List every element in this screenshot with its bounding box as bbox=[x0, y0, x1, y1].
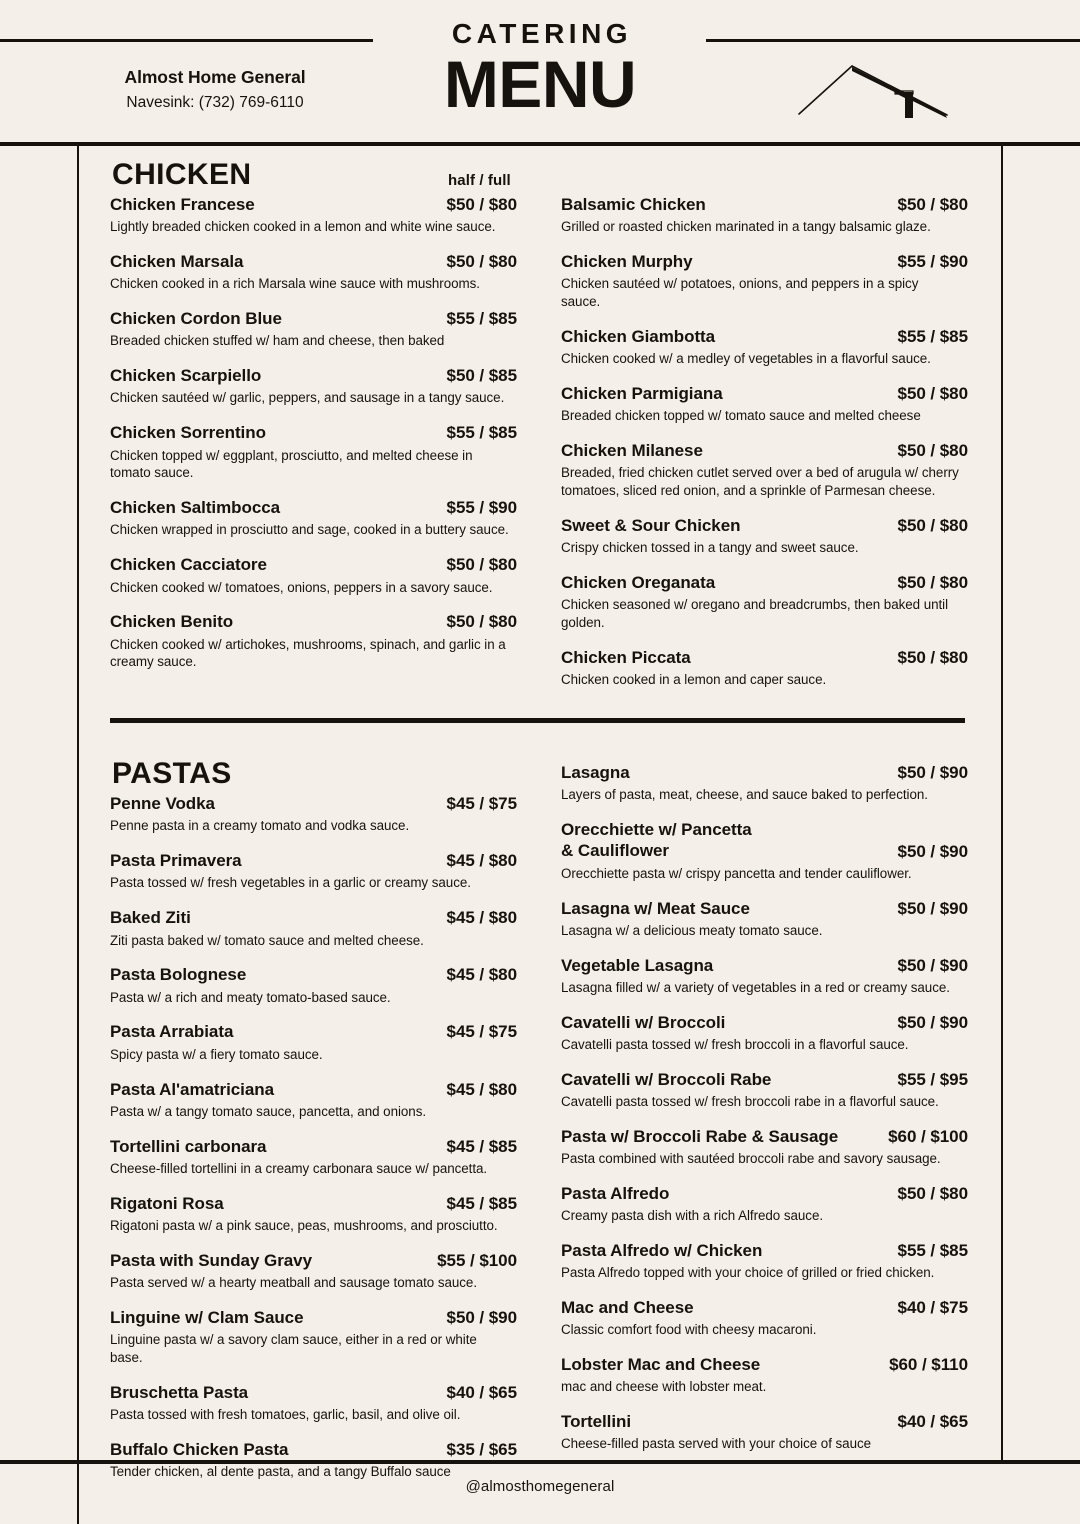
menu-item-price: $45 / $80 bbox=[446, 965, 517, 985]
menu-item-head bbox=[110, 1079, 517, 1100]
menu-item-description: Pasta w/ a rich and meaty tomato-based sauce. bbox=[110, 989, 391, 1005]
menu-item-price: $60 / $100 bbox=[888, 1126, 968, 1146]
menu-item-name: Chicken Marsala bbox=[110, 252, 244, 272]
menu-item-head bbox=[561, 819, 968, 862]
menu-item-price: $40 / $65 bbox=[446, 1382, 517, 1402]
menu-item-name: Pasta Alfredo w/ Chicken bbox=[561, 1240, 763, 1260]
menu-item bbox=[561, 762, 968, 804]
menu-item-name: Chicken Cordon Blue bbox=[110, 309, 282, 329]
menu-item-price: $50 / $90 bbox=[897, 898, 968, 918]
menu-item bbox=[110, 611, 517, 671]
menu-item bbox=[561, 819, 968, 882]
menu-item-price: $45 / $75 bbox=[446, 794, 517, 814]
menu-item-price: $45 / $80 bbox=[446, 851, 517, 871]
menu-item-price: $55 / $85 bbox=[897, 1240, 968, 1260]
menu-item-name: Balsamic Chicken bbox=[561, 195, 706, 214]
menu-item-name: Penne Vodka bbox=[110, 794, 215, 814]
menu-item-price: $45 / $80 bbox=[446, 1079, 517, 1099]
menu-item bbox=[561, 1354, 968, 1396]
menu-item-head bbox=[561, 762, 968, 783]
menu-item-head bbox=[110, 1250, 517, 1271]
frame-left-vertical-rule bbox=[77, 142, 79, 1524]
menu-item-description: Chicken sautéed w/ potatoes, onions, and peppers in a spicy sauce. bbox=[561, 276, 919, 310]
menu-item-price: $55 / $100 bbox=[437, 1250, 517, 1270]
menu-item-head bbox=[110, 907, 517, 928]
menu-item-description: Cavatelli pasta tossed w/ fresh broccoli rabe in a flavorful sauce. bbox=[561, 1094, 939, 1109]
menu-item bbox=[561, 898, 968, 940]
menu-item bbox=[110, 194, 517, 236]
menu-item bbox=[561, 1012, 968, 1054]
menu-item-description: Spicy pasta w/ a fiery tomato sauce. bbox=[110, 1046, 323, 1062]
menu-item-name: Lasagna w/ Meat Sauce bbox=[561, 898, 750, 918]
menu-item-head bbox=[110, 1382, 517, 1403]
menu-item-description: Chicken cooked w/ artichokes, mushrooms, spinach, and garlic in a creamy sauce. bbox=[110, 636, 506, 670]
menu-item bbox=[110, 1193, 517, 1235]
menu-item bbox=[110, 497, 517, 539]
menu-item-head bbox=[561, 1411, 968, 1432]
menu-item-name: Buffalo Chicken Pasta bbox=[110, 1439, 289, 1459]
menu-item-head bbox=[561, 1012, 968, 1033]
menu-item-name: Tortellini bbox=[561, 1412, 632, 1432]
menu-item-head bbox=[561, 251, 968, 272]
menu-item-price: $50 / $80 bbox=[897, 384, 968, 404]
menu-item-price: $50 / $90 bbox=[897, 955, 968, 975]
menu-item-name: Chicken Scarpiello bbox=[110, 366, 262, 386]
menu-item bbox=[110, 1250, 517, 1292]
menu-item bbox=[561, 647, 968, 689]
menu-item-price: $50 / $90 bbox=[897, 763, 968, 783]
portion-label: half / full bbox=[448, 172, 511, 189]
menu-item bbox=[110, 1439, 517, 1481]
menu-item-price: $50 / $80 bbox=[897, 573, 968, 593]
menu-item-price: $45 / $85 bbox=[446, 1193, 517, 1213]
menu-item-description: Lasagna w/ a delicious meaty tomato sauce. bbox=[561, 922, 823, 938]
menu-item-description: Lasagna filled w/ a variety of vegetables in a red or creamy sauce. bbox=[561, 979, 950, 995]
chicken-section-header bbox=[110, 146, 968, 194]
menu-item-head bbox=[110, 308, 517, 329]
menu-item-description: Rigatoni pasta w/ a pink sauce, peas, mushrooms, and prosciutto. bbox=[110, 1217, 498, 1233]
menu-item bbox=[110, 1307, 517, 1367]
menu-item-price: $55 / $90 bbox=[446, 498, 517, 518]
menu-item-description: Chicken cooked in a rich Marsala wine sauce with mushrooms. bbox=[110, 276, 480, 292]
menu-item bbox=[561, 1411, 968, 1453]
menu-content bbox=[110, 146, 968, 1496]
menu-item-name: Cavatelli w/ Broccoli Rabe bbox=[561, 1069, 772, 1089]
menu-item-head bbox=[110, 1307, 517, 1328]
menu-item-description: Penne pasta in a creamy tomato and vodka sauce. bbox=[110, 818, 410, 834]
menu-item bbox=[561, 1240, 968, 1282]
menu-item-description: Breaded chicken stuffed w/ ham and cheese, then baked bbox=[110, 333, 445, 349]
menu-item-description: Chicken seasoned w/ oregano and breadcrumbs, then baked until golden. bbox=[561, 597, 949, 631]
menu-item-description: Chicken cooked in a lemon and caper sauce. bbox=[561, 672, 827, 688]
menu-item bbox=[110, 365, 517, 407]
menu-item-description: Grilled or roasted chicken marinated in a tangy balsamic glaze. bbox=[561, 219, 931, 235]
pastas-column-left bbox=[110, 745, 517, 1496]
menu-item bbox=[561, 1297, 968, 1339]
section-title-chicken: CHICKEN bbox=[112, 158, 252, 191]
menu-item-description: Pasta tossed w/ fresh vegetables in a garlic or creamy sauce. bbox=[110, 875, 471, 891]
menu-item bbox=[110, 907, 517, 949]
roof-house-icon bbox=[795, 58, 960, 120]
menu-item-price: $50 / $90 bbox=[897, 1012, 968, 1032]
menu-item-name: Bruschetta Pasta bbox=[110, 1382, 249, 1402]
menu-item-price: $50 / $80 bbox=[897, 441, 968, 461]
menu-item-price: $55 / $85 bbox=[897, 326, 968, 346]
menu-item-name: Chicken Cacciatore bbox=[110, 555, 267, 575]
menu-item-head bbox=[110, 365, 517, 386]
menu-item-price: $50 / $80 bbox=[446, 195, 517, 214]
menu-item-description: Chicken topped w/ eggplant, prosciutto, and melted cheese in tomato sauce. bbox=[110, 447, 473, 481]
menu-item-name: Rigatoni Rosa bbox=[110, 1193, 224, 1213]
menu-item bbox=[110, 251, 517, 293]
menu-item-description: Chicken sautéed w/ garlic, peppers, and sausage in a tangy sauce. bbox=[110, 390, 505, 406]
menu-item-price: $50 / $80 bbox=[897, 648, 968, 668]
menu-item bbox=[110, 422, 517, 482]
menu-item-description: Creamy pasta dish with a rich Alfredo sauce. bbox=[561, 1208, 824, 1224]
section-pastas bbox=[110, 745, 968, 1496]
menu-item-description: Pasta combined with sautéed broccoli rabe and savory sausage. bbox=[561, 1151, 941, 1167]
menu-item bbox=[110, 1136, 517, 1178]
menu-item-head bbox=[110, 422, 517, 443]
menu-item-head bbox=[561, 1126, 968, 1147]
menu-item-price: $60 / $110 bbox=[889, 1355, 968, 1375]
menu-item-description: Chicken cooked w/ a medley of vegetables in a flavorful sauce. bbox=[561, 351, 931, 367]
menu-item-head bbox=[110, 793, 517, 814]
chicken-columns bbox=[110, 194, 968, 704]
menu-item-head bbox=[561, 898, 968, 919]
frame-right-vertical-rule bbox=[1001, 142, 1003, 1464]
menu-item-description: Pasta w/ a tangy tomato sauce, pancetta, and onions. bbox=[110, 1103, 427, 1119]
menu-item-head bbox=[561, 326, 968, 347]
menu-item-price: $50 / $80 bbox=[897, 516, 968, 536]
menu-item-name: Lobster Mac and Cheese bbox=[561, 1355, 761, 1375]
menu-item bbox=[110, 554, 517, 596]
menu-item-name: Pasta Bolognese bbox=[110, 965, 247, 985]
menu-item-description: Breaded chicken topped w/ tomato sauce and melted cheese bbox=[561, 408, 921, 424]
menu-item-name: Chicken Piccata bbox=[561, 648, 691, 668]
menu-item-head bbox=[110, 554, 517, 575]
menu-item-name: Chicken Murphy bbox=[561, 252, 693, 272]
menu-item-description: Lightly breaded chicken cooked in a lemon and white wine sauce. bbox=[110, 219, 496, 235]
menu-item-price: $50 / $80 bbox=[446, 252, 517, 272]
menu-item-head bbox=[110, 850, 517, 871]
menu-item-name: Orecchiette w/ Pancetta & Cauliflower bbox=[561, 820, 752, 861]
header-rule-left bbox=[0, 39, 373, 42]
menu-item-name: Pasta Al'amatriciana bbox=[110, 1079, 274, 1099]
menu-item-head bbox=[110, 1136, 517, 1157]
page-footer bbox=[0, 1478, 1080, 1495]
menu-item-description: Pasta tossed with fresh tomatoes, garlic, basil, and olive oil. bbox=[110, 1406, 461, 1422]
menu-item-name: Baked Ziti bbox=[110, 908, 191, 928]
menu-item-price: $40 / $65 bbox=[897, 1412, 968, 1432]
menu-item-price: $45 / $85 bbox=[446, 1136, 517, 1156]
menu-item-head bbox=[110, 1193, 517, 1214]
menu-item-name: Chicken Giambotta bbox=[561, 326, 716, 346]
menu-item-head bbox=[561, 1297, 968, 1318]
menu-item-description: Tender chicken, al dente pasta, and a tangy Buffalo sauce bbox=[110, 1464, 451, 1480]
menu-item-description: Ziti pasta baked w/ tomato sauce and melted cheese. bbox=[110, 932, 424, 948]
menu-item-price: $50 / $90 bbox=[897, 841, 968, 861]
menu-item bbox=[561, 440, 968, 500]
menu-item bbox=[110, 964, 517, 1006]
menu-item bbox=[561, 194, 968, 236]
menu-title-block bbox=[370, 18, 710, 121]
menu-item-head bbox=[561, 1240, 968, 1261]
menu-item-head bbox=[110, 611, 517, 632]
menu-item-price: $50 / $80 bbox=[446, 555, 517, 575]
menu-item-name: Chicken Saltimbocca bbox=[110, 498, 281, 518]
menu-item-name: Mac and Cheese bbox=[561, 1298, 694, 1318]
menu-item-head bbox=[561, 515, 968, 536]
social-handle: @almosthomegeneral bbox=[465, 1478, 615, 1495]
menu-item bbox=[110, 793, 517, 835]
menu-item-price: $50 / $90 bbox=[446, 1307, 517, 1327]
header-rule-right bbox=[706, 39, 1080, 42]
menu-item-head bbox=[110, 497, 517, 518]
menu-item-name: Chicken Oreganata bbox=[561, 573, 716, 593]
title-catering: CATERING bbox=[451, 18, 633, 49]
chicken-column-right bbox=[561, 194, 968, 704]
brand-name: Almost Home General bbox=[124, 67, 306, 87]
menu-item-price: $55 / $90 bbox=[897, 252, 968, 272]
menu-item-description: Layers of pasta, meat, cheese, and sauce baked to perfection. bbox=[561, 787, 928, 803]
menu-item-price: $45 / $75 bbox=[446, 1022, 517, 1042]
menu-item-name: Pasta Primavera bbox=[110, 851, 242, 871]
title-menu: MENU bbox=[443, 47, 637, 121]
menu-item-price: $50 / $80 bbox=[446, 612, 517, 632]
menu-item-description: Cheese-filled tortellini in a creamy carbonara sauce w/ pancetta. bbox=[110, 1160, 488, 1176]
section-chicken bbox=[110, 146, 968, 704]
chicken-column-left bbox=[110, 194, 517, 704]
menu-item-name: Chicken Parmigiana bbox=[561, 384, 723, 404]
menu-item-name: Vegetable Lasagna bbox=[561, 955, 714, 975]
menu-item-price: $55 / $95 bbox=[897, 1069, 968, 1089]
menu-item-price: $50 / $80 bbox=[897, 195, 968, 214]
menu-item bbox=[110, 1079, 517, 1121]
pastas-section-header bbox=[110, 745, 517, 793]
pastas-column-right bbox=[561, 762, 968, 1496]
brand-block bbox=[0, 66, 430, 114]
menu-item-name: Chicken Milanese bbox=[561, 441, 703, 461]
menu-item bbox=[561, 955, 968, 997]
menu-item-head bbox=[110, 964, 517, 985]
menu-item-name: Chicken Sorrentino bbox=[110, 423, 266, 443]
menu-item-price: $40 / $75 bbox=[897, 1298, 968, 1318]
menu-item bbox=[561, 1183, 968, 1225]
menu-item-description: Chicken wrapped in prosciutto and sage, cooked in a buttery sauce. bbox=[110, 522, 509, 538]
section-title-pastas: PASTAS bbox=[112, 757, 232, 791]
menu-item-head bbox=[561, 1069, 968, 1090]
menu-item-description: Breaded, fried chicken cutlet served over a bed of arugula w/ cherry tomatoes, sliced red onion, and a sprinkle of Parmesan cheese. bbox=[561, 465, 959, 499]
menu-item bbox=[561, 1126, 968, 1168]
menu-item-description: Pasta served w/ a hearty meatball and sausage tomato sauce. bbox=[110, 1274, 477, 1290]
menu-item-head bbox=[110, 251, 517, 272]
menu-item-name: Linguine w/ Clam Sauce bbox=[110, 1307, 304, 1327]
menu-item-name: Pasta with Sunday Gravy bbox=[110, 1250, 312, 1270]
pastas-columns bbox=[110, 745, 968, 1496]
menu-item bbox=[561, 515, 968, 557]
menu-item-description: Classic comfort food with cheesy macaroni. bbox=[561, 1322, 817, 1338]
menu-item-head bbox=[561, 955, 968, 976]
menu-item-description: Linguine pasta w/ a savory clam sauce, either in a red or white base. bbox=[110, 1332, 477, 1365]
menu-item-head bbox=[561, 572, 968, 593]
menu-item-name: Pasta w/ Broccoli Rabe & Sausage bbox=[561, 1126, 839, 1146]
menu-item-price: $55 / $85 bbox=[446, 423, 517, 443]
menu-item-name: Tortellini carbonara bbox=[110, 1136, 267, 1156]
menu-item-price: $50 / $85 bbox=[446, 366, 517, 386]
menu-item-head bbox=[561, 194, 968, 215]
menu-item-head bbox=[561, 383, 968, 404]
section-divider-rule bbox=[110, 718, 965, 723]
menu-item-name: Sweet & Sour Chicken bbox=[561, 516, 741, 536]
menu-item bbox=[561, 251, 968, 311]
menu-item-price: $45 / $80 bbox=[446, 908, 517, 928]
menu-item bbox=[110, 308, 517, 350]
menu-item-name: Chicken Benito bbox=[110, 612, 234, 632]
menu-item bbox=[561, 1069, 968, 1111]
menu-item-name: Pasta Arrabiata bbox=[110, 1022, 234, 1042]
menu-item-description: Crispy chicken tossed in a tangy and sweet sauce. bbox=[561, 540, 859, 556]
menu-item-head bbox=[561, 440, 968, 461]
menu-item-head bbox=[561, 1354, 968, 1375]
menu-item-head bbox=[561, 647, 968, 668]
page-header bbox=[0, 0, 1080, 143]
menu-item-description: Pasta Alfredo topped with your choice of grilled or fried chicken. bbox=[561, 1265, 935, 1281]
menu-item-description: Chicken cooked w/ tomatoes, onions, peppers in a savory sauce. bbox=[110, 579, 493, 595]
menu-item-name: Lasagna bbox=[561, 763, 630, 783]
menu-item-head bbox=[110, 194, 517, 215]
menu-item-price: $35 / $65 bbox=[446, 1439, 517, 1459]
menu-item-price: $55 / $85 bbox=[446, 309, 517, 329]
menu-item-name: Cavatelli w/ Broccoli bbox=[561, 1012, 726, 1032]
menu-item-head bbox=[110, 1439, 517, 1460]
menu-item-description: Orecchiette pasta w/ crispy pancetta and tender cauliflower. bbox=[561, 865, 912, 881]
menu-item-head bbox=[110, 1021, 517, 1042]
menu-item bbox=[561, 326, 968, 368]
brand-phone: Navesink: (732) 769-6110 bbox=[126, 93, 304, 111]
menu-item-description: Cavatelli pasta tossed w/ fresh broccoli in a flavorful sauce. bbox=[561, 1036, 909, 1052]
menu-item-name: Pasta Alfredo bbox=[561, 1183, 670, 1203]
menu-item bbox=[110, 850, 517, 892]
menu-item bbox=[561, 572, 968, 632]
menu-item bbox=[110, 1382, 517, 1424]
menu-item-description: Cheese-filled pasta served with your choice of sauce bbox=[561, 1436, 872, 1452]
menu-item-description: mac and cheese with lobster meat. bbox=[561, 1379, 767, 1395]
menu-item-price: $50 / $80 bbox=[897, 1183, 968, 1203]
menu-item bbox=[110, 1021, 517, 1063]
menu-item-name: Chicken Francese bbox=[110, 195, 255, 214]
menu-item bbox=[561, 383, 968, 425]
menu-item-head bbox=[561, 1183, 968, 1204]
